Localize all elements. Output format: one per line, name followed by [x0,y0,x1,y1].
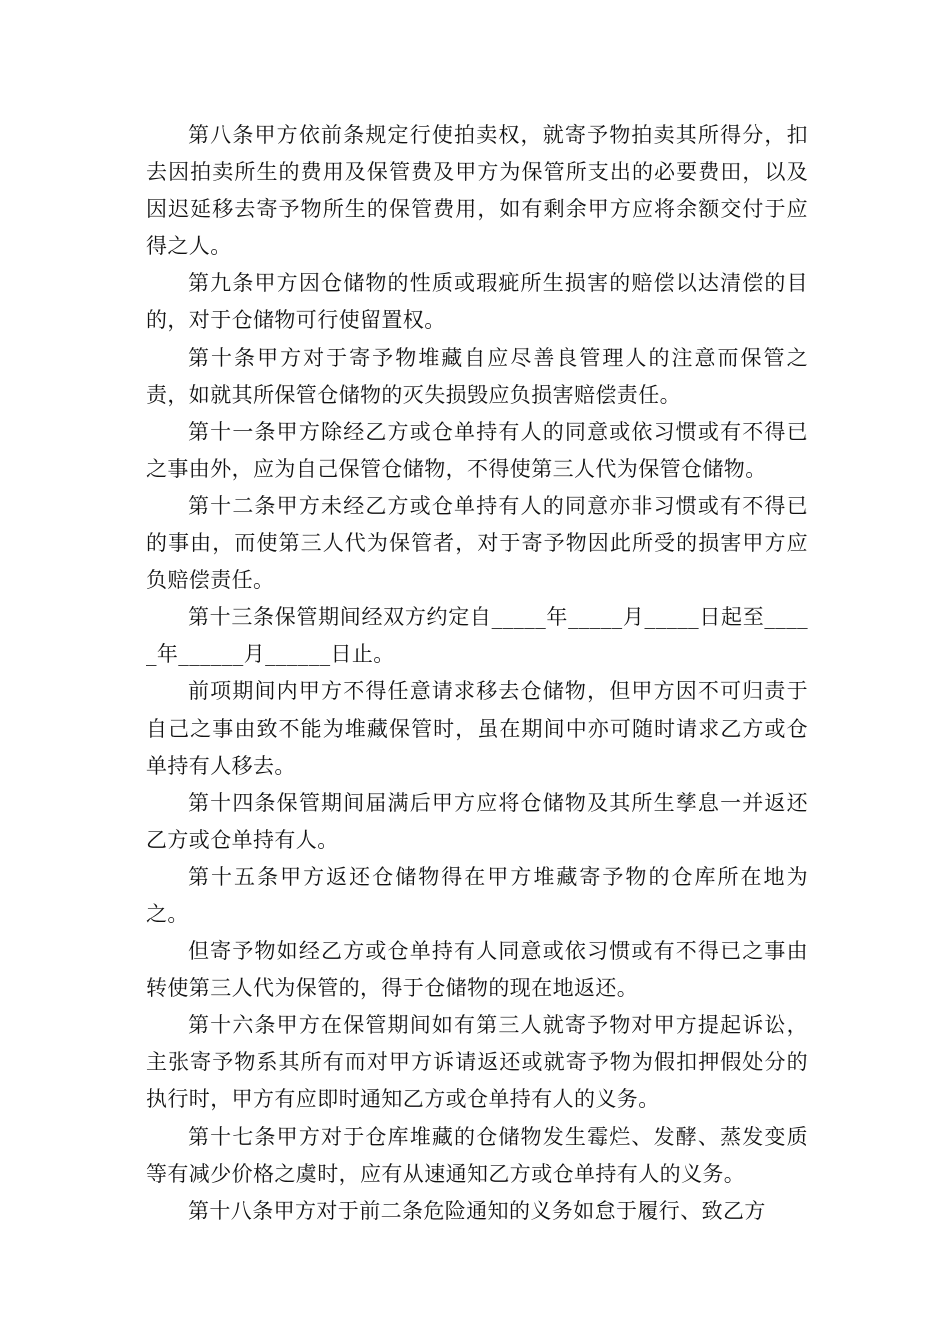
paragraph-article-9: 第九条甲方因仓储物的性质或瑕疵所生损害的赔偿以达清偿的目的，对于仓储物可行使留置权。 [146,271,808,333]
paragraph-article-18: 第十八条甲方对于前二条危险通知的义务如怠于履行、致乙方 [188,1198,766,1223]
document-body [146,117,808,1230]
paragraph-article-16: 第十六条甲方在保管期间如有第三人就寄予物对甲方提起诉讼，主张寄予物系其所有而对甲方诉请返还或就寄予物为假扣押假处分的执行时，甲方有应即时通知乙方或仓单持有人的义务。 [146,1013,808,1112]
paragraph-article-17: 第十七条甲方对于仓库堆藏的仓储物发生霉烂、发酵、蒸发变质等有减少价格之虞时，应有从速通知乙方或仓单持有人的义务。 [146,1124,808,1186]
paragraph-article-15: 第十五条甲方返还仓储物得在甲方堆藏寄予物的仓库所在地为之。 [146,864,808,926]
paragraph-article-12: 第十二条甲方未经乙方或仓单持有人的同意亦非习惯或有不得已的事由，而使第三人代为保管者，对于寄予物因此所受的损害甲方应负赔偿责任。 [146,493,808,593]
paragraph-article-8: 第八条甲方依前条规定行使拍卖权，就寄予物拍卖其所得分，扣去因拍卖所生的费用及保管费及甲方为保管所支出的必要费田，以及因迟延移去寄予物所生的保管费用，如有剩余甲方应将余额交付于应得之人。 [146,123,808,259]
paragraph-article-14: 第十四条保管期间届满后甲方应将仓储物及其所生孳息一并返还乙方或仓单持有人。 [146,790,808,852]
paragraph-article-13-clause: 前项期间内甲方不得任意请求移去仓储物，但甲方因不可归责于自己之事由致不能为堆藏保管时，虽在期间中亦可随时请求乙方或仓单持有人移去。 [146,679,808,778]
paragraph-article-15-clause: 但寄予物如经乙方或仓单持有人同意或依习惯或有不得已之事由转使第三人代为保管的，得于仓储物的现在地返还。 [146,939,808,1001]
paragraph-article-11: 第十一条甲方除经乙方或仓单持有人的同意或依习惯或有不得已之事由外，应为自己保管仓储物，不得使第三人代为保管仓储物。 [146,419,808,481]
paragraph-article-10: 第十条甲方对于寄予物堆藏自应尽善良管理人的注意而保管之责，如就其所保管仓储物的灭失损毁应负损害赔偿责任。 [146,345,808,407]
paragraph-article-13: 第十三条保管期间经双方约定自_____年_____月_____日起至_____年______月______日止。 [146,605,808,667]
